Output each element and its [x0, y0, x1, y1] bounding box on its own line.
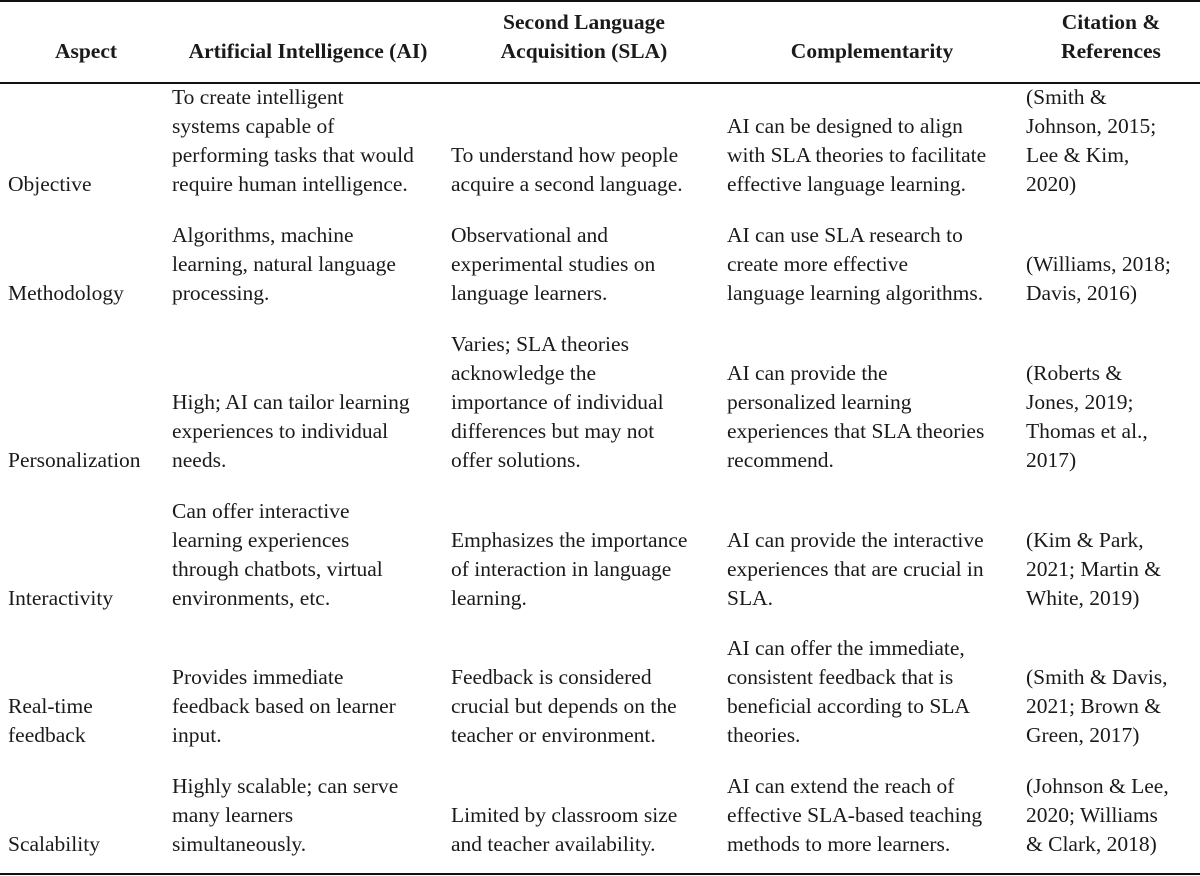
cell-ai-line: needs. [172, 448, 227, 472]
cell-comp [727, 526, 984, 613]
cell-aspect [8, 170, 92, 199]
header-aspect-line: Aspect [54, 39, 118, 63]
cell-sla [451, 221, 655, 308]
cell-sla-line: acknowledge the [451, 361, 597, 385]
cell-cite [1026, 359, 1148, 475]
cell-cite [1026, 663, 1168, 750]
cell-sla-line: of interaction in language [451, 557, 672, 581]
cell-cite-line: (Smith & [1026, 85, 1107, 109]
cell-sla-line: To understand how people [451, 143, 679, 167]
cell-aspect [8, 446, 141, 475]
cell-comp-line: language learning algorithms. [727, 281, 984, 305]
cell-cite-line: Green, 2017) [1026, 723, 1140, 747]
cell-comp-line: methods to more learners. [727, 832, 951, 856]
cell-comp [727, 772, 982, 859]
cell-aspect [8, 692, 93, 750]
cell-comp [727, 359, 984, 475]
cell-aspect [8, 279, 124, 308]
cell-sla [451, 141, 683, 199]
cell-cite-line: Jones, 2019; [1026, 390, 1134, 414]
cell-cite [1026, 250, 1171, 308]
cell-ai-line: Provides immediate [172, 665, 344, 689]
cell-ai-line: processing. [172, 281, 270, 305]
cell-ai-line: performing tasks that would [172, 143, 414, 167]
cell-ai [172, 221, 396, 308]
cell-cite-line: 2017) [1026, 448, 1077, 472]
header-ai-line: Artificial Intelligence (AI) [188, 39, 428, 63]
cell-ai-line: through chatbots, virtual [172, 557, 383, 581]
cell-sla-line: Limited by classroom size [451, 803, 678, 827]
header-comp-line: Complementarity [790, 39, 954, 63]
cell-aspect-line: Methodology [8, 281, 124, 305]
cell-comp-line: AI can extend the reach of [727, 774, 955, 798]
cell-ai-line: many learners [172, 803, 294, 827]
header-ai [158, 37, 458, 66]
cell-comp-line: AI can use SLA research to [727, 223, 963, 247]
cell-aspect-line: Scalability [8, 832, 100, 856]
cell-aspect-line: Objective [8, 172, 92, 196]
cell-sla-line: differences but may not [451, 419, 655, 443]
cell-cite-line: 2021; Martin & [1026, 557, 1161, 581]
cell-sla-line: crucial but depends on the [451, 694, 677, 718]
cell-cite [1026, 83, 1156, 199]
cell-ai-line: require human intelligence. [172, 172, 408, 196]
cell-comp-line: AI can be designed to align [727, 114, 963, 138]
cell-cite-line: 2020) [1026, 172, 1077, 196]
cell-sla-line: Observational and [451, 223, 609, 247]
cell-comp-line: experiences that SLA theories [727, 419, 985, 443]
cell-comp [727, 112, 986, 199]
cell-cite [1026, 772, 1169, 859]
cell-ai-line: systems capable of [172, 114, 335, 138]
cell-cite-line: (Williams, 2018; [1026, 252, 1171, 276]
cell-cite [1026, 526, 1161, 613]
cell-ai-line: To create intelligent [172, 85, 344, 109]
cell-sla-line: Varies; SLA theories [451, 332, 629, 356]
cell-ai-line: learning, natural language [172, 252, 396, 276]
cell-sla-line: acquire a second language. [451, 172, 683, 196]
cell-comp-line: with SLA theories to facilitate [727, 143, 987, 167]
cell-ai-line: Can offer interactive [172, 499, 350, 523]
cell-comp-line: AI can provide the [727, 361, 888, 385]
cell-sla [451, 801, 677, 859]
cell-ai [172, 83, 414, 199]
header-sla-line: Acquisition (SLA) [500, 39, 668, 63]
cell-cite-line: (Smith & Davis, [1026, 665, 1168, 689]
cell-ai-line: High; AI can tailor learning [172, 390, 410, 414]
cell-comp-line: create more effective [727, 252, 909, 276]
cell-cite-line: (Kim & Park, [1026, 528, 1144, 552]
cell-comp-line: theories. [727, 723, 801, 747]
cell-ai [172, 497, 383, 613]
cell-cite-line: 2020; Williams [1026, 803, 1158, 827]
cell-comp-line: SLA. [727, 586, 773, 610]
cell-ai [172, 388, 410, 475]
cell-ai [172, 663, 396, 750]
cell-comp-line: AI can offer the immediate, [727, 636, 965, 660]
cell-comp-line: AI can provide the interactive [727, 528, 984, 552]
header-cite-line: References [1061, 39, 1161, 63]
cell-sla-line: Feedback is considered [451, 665, 652, 689]
header-sla-line: Second Language [503, 10, 665, 34]
cell-ai-line: feedback based on learner [172, 694, 396, 718]
cell-ai-line: Highly scalable; can serve [172, 774, 399, 798]
cell-cite-line: Lee & Kim, [1026, 143, 1130, 167]
cell-comp-line: effective SLA-based teaching [727, 803, 983, 827]
cell-sla-line: importance of individual [451, 390, 664, 414]
cell-sla-line: language learners. [451, 281, 608, 305]
header-sla [434, 8, 734, 66]
cell-cite-line: (Roberts & [1026, 361, 1123, 385]
cell-ai [172, 772, 398, 859]
cell-aspect-line: feedback [8, 723, 86, 747]
cell-aspect [8, 830, 100, 859]
cell-sla [451, 330, 664, 475]
header-cite-line: Citation & [1061, 10, 1161, 34]
cell-sla-line: offer solutions. [451, 448, 581, 472]
cell-comp-line: experiences that are crucial in [727, 557, 984, 581]
cell-sla [451, 526, 687, 613]
cell-sla-line: teacher or environment. [451, 723, 656, 747]
table-top-rule [0, 0, 1200, 2]
cell-sla [451, 663, 677, 750]
cell-cite-line: Davis, 2016) [1026, 281, 1138, 305]
cell-sla-line: and teacher availability. [451, 832, 656, 856]
cell-ai-line: Algorithms, machine [172, 223, 354, 247]
cell-comp-line: recommend. [727, 448, 834, 472]
cell-cite-line: 2021; Brown & [1026, 694, 1161, 718]
cell-ai-line: learning experiences [172, 528, 350, 552]
cell-comp [727, 221, 983, 308]
cell-cite-line: Thomas et al., [1026, 419, 1148, 443]
header-cite [961, 8, 1200, 66]
cell-comp [727, 634, 970, 750]
cell-comp-line: personalized learning [727, 390, 912, 414]
cell-ai-line: simultaneously. [172, 832, 307, 856]
cell-aspect-line: Interactivity [8, 586, 114, 610]
cell-ai-line: experiences to individual [172, 419, 389, 443]
cell-sla-line: learning. [451, 586, 527, 610]
cell-ai-line: input. [172, 723, 222, 747]
cell-comp-line: effective language learning. [727, 172, 966, 196]
cell-cite-line: & Clark, 2018) [1026, 832, 1157, 856]
cell-sla-line: Emphasizes the importance [451, 528, 688, 552]
cell-ai-line: environments, etc. [172, 586, 331, 610]
cell-cite-line: (Johnson & Lee, [1026, 774, 1169, 798]
table-bottom-rule [0, 873, 1200, 875]
cell-sla-line: experimental studies on [451, 252, 656, 276]
cell-comp-line: beneficial according to SLA [727, 694, 970, 718]
cell-cite-line: White, 2019) [1026, 586, 1140, 610]
cell-comp-line: consistent feedback that is [727, 665, 954, 689]
cell-aspect-line: Personalization [8, 448, 141, 472]
cell-aspect-line: Real-time [8, 694, 93, 718]
cell-aspect [8, 584, 113, 613]
cell-cite-line: Johnson, 2015; [1026, 114, 1157, 138]
